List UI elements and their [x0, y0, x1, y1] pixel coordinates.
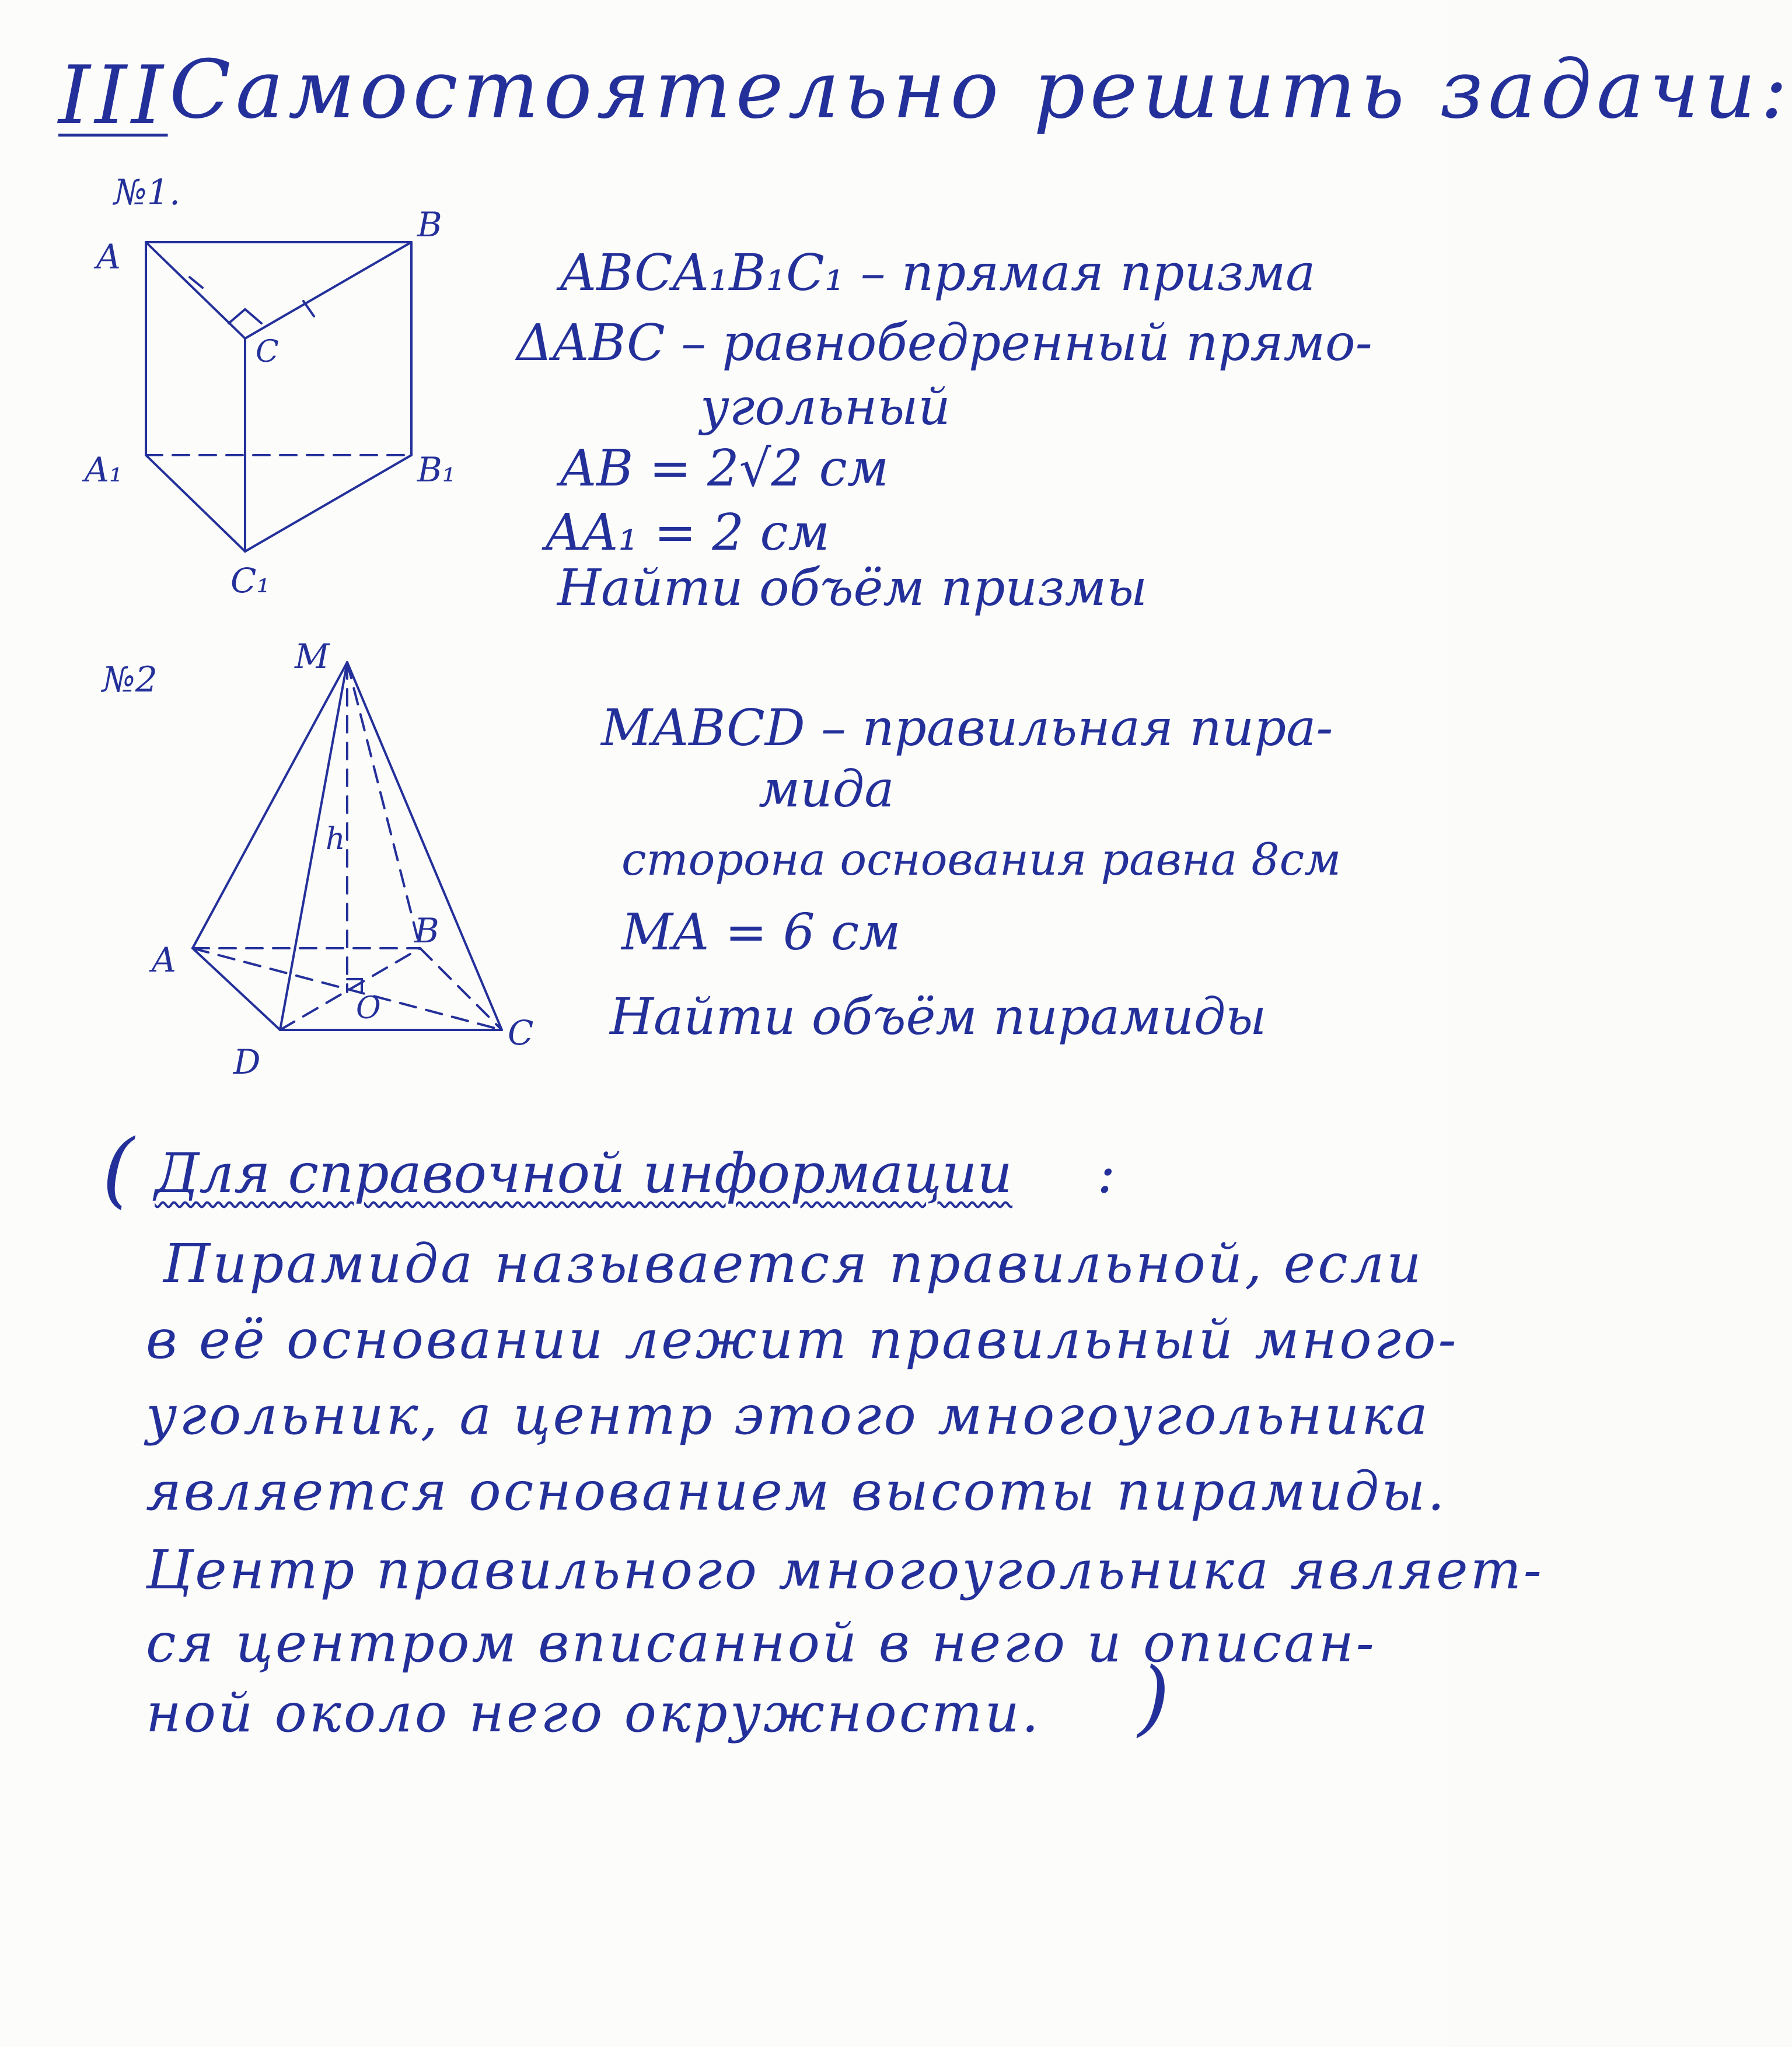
- reference-line-1: Пирамида называется правильной, если: [163, 1232, 1424, 1295]
- problem-1-line-2: ΔABC – равнобедренный прямо-: [516, 314, 1372, 372]
- problem-1-line-3: угольный: [700, 378, 951, 436]
- right-angle-mark: [229, 309, 261, 323]
- label-a1: A₁: [85, 450, 123, 490]
- reference-close-paren: ): [1138, 1650, 1170, 1745]
- pyramid-diagram: [140, 637, 560, 1085]
- reference-line-3: угольник, а центр этого многоугольника: [146, 1384, 1430, 1447]
- tick-mark-bc: [303, 301, 314, 316]
- label-h: h: [326, 822, 345, 857]
- edge-a1c1: [146, 455, 245, 551]
- reference-line-5: Центр правильного многоугольника являет-: [146, 1539, 1544, 1601]
- section-roman-numeral: III: [58, 48, 168, 142]
- problem-2-line-4: MA = 6 см: [621, 903, 901, 962]
- problem-2-line-3: сторона основания равна 8см: [621, 833, 1342, 885]
- label-b: B: [417, 205, 442, 244]
- label-c: C: [256, 334, 279, 369]
- label-d: D: [233, 1042, 261, 1082]
- problem-1-line-5: AA₁ = 2 см: [546, 504, 830, 562]
- label-m: M: [295, 637, 330, 676]
- label-a: A: [96, 237, 121, 277]
- edge-ac: [146, 242, 245, 338]
- label-b1: B₁: [417, 450, 456, 490]
- edge-bc: [245, 242, 411, 338]
- edge-mb-hidden: [347, 662, 420, 948]
- label-o: O: [356, 991, 381, 1026]
- edge-ma: [193, 662, 347, 948]
- page-title: Самостоятельно решить задачи:: [169, 43, 1792, 137]
- edge-bc-hidden: [420, 948, 502, 1030]
- label-a: A: [152, 940, 176, 980]
- prism-diagram: [82, 193, 525, 613]
- reference-line-4: является основанием высоты пирамиды.: [146, 1460, 1447, 1522]
- edge-b1c1: [245, 455, 411, 551]
- reference-heading-colon: :: [1097, 1142, 1116, 1206]
- problem-2-line-1: MABCD – правильная пира-: [601, 699, 1333, 757]
- label-c: C: [508, 1013, 534, 1053]
- problem-1-line-1: ABCA₁B₁C₁ – прямая призма: [560, 244, 1316, 302]
- problem-2-number: №2: [102, 659, 158, 700]
- problem-2-line-5: Найти объём пирамиды: [610, 988, 1267, 1046]
- reference-line-2: в её основании лежит правильный много-: [146, 1308, 1459, 1371]
- problem-2-line-2: мида: [759, 760, 895, 819]
- problem-1-line-4: AB = 2√2 см: [560, 439, 889, 498]
- label-b: B: [414, 911, 439, 951]
- reference-heading: Для справочной информации: [155, 1142, 1012, 1206]
- problem-1-number: №1.: [114, 172, 181, 213]
- edge-ad: [193, 948, 280, 1030]
- label-c1: C₁: [230, 561, 270, 600]
- problem-1-line-6: Найти объём призмы: [557, 559, 1148, 617]
- reference-open-paren: (: [102, 1122, 134, 1217]
- edge-mc: [347, 662, 502, 1030]
- reference-line-7: ной около него окружности.: [146, 1682, 1041, 1744]
- reference-line-6: ся центром вписанной в него и описан-: [146, 1612, 1377, 1674]
